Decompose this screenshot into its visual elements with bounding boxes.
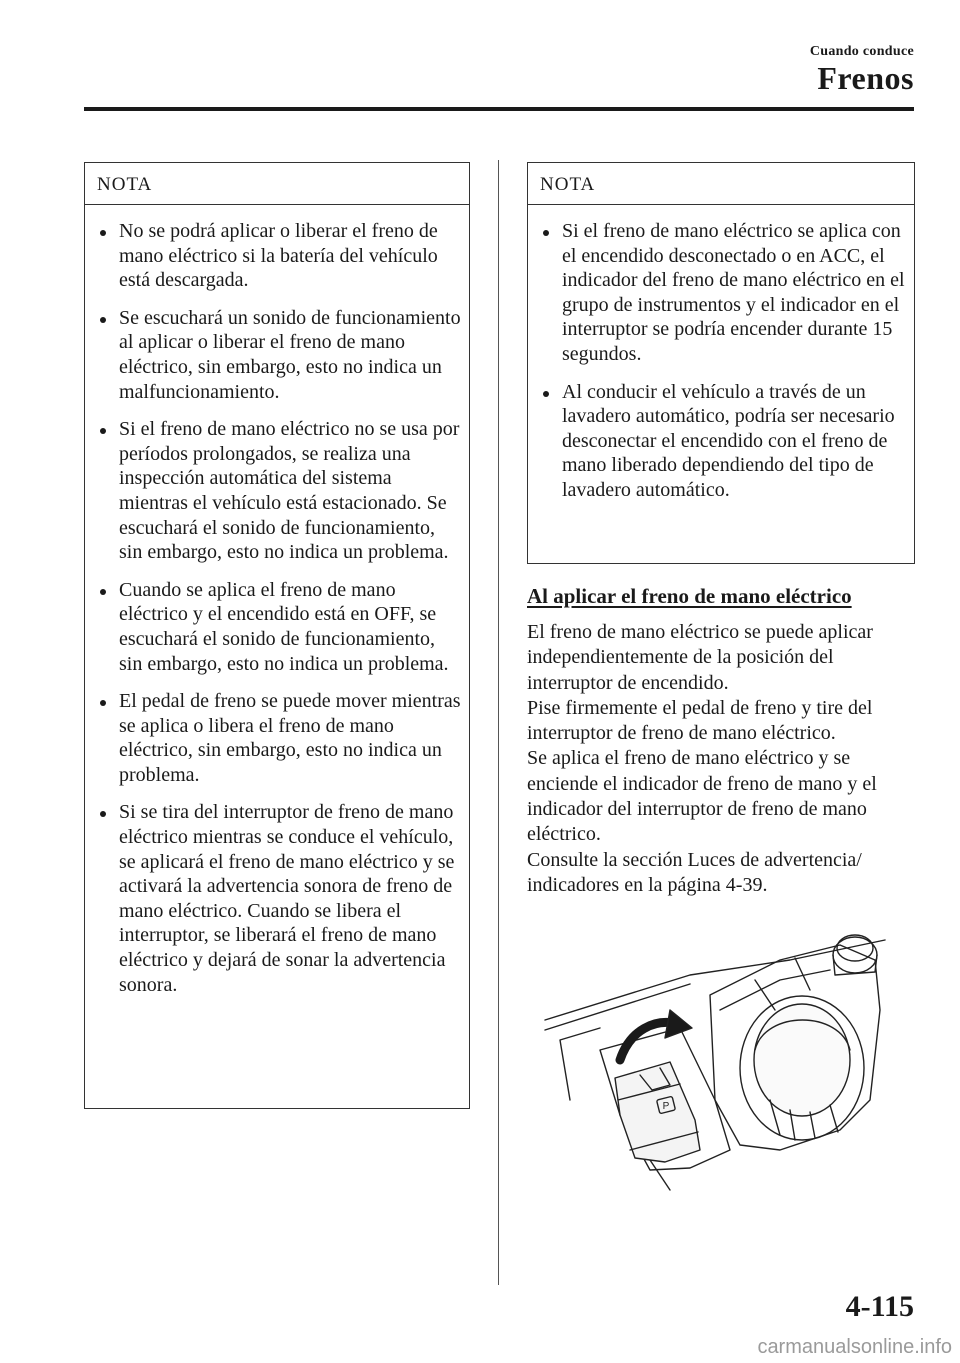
page-number: 4-115 [845,1290,914,1323]
body-paragraph: El freno de mano eléctrico se puede aplicar independientemente de la posición del interruptor de encendido. [527,621,873,694]
column-divider [498,160,499,1285]
bullet-icon [100,700,106,706]
note-item [85,306,461,404]
p-symbol: P [662,1101,670,1112]
note-item-text: El pedal de freno se puede mover mientras se aplica o libera el freno de mano eléctrico, sin embargo, esto no indica un problema. [119,690,461,786]
note-item [85,689,461,787]
note-box-right [527,162,915,564]
note-item-text: Se escuchará un sonido de funcionamiento al aplicar o liberar el freno de mano eléctrico, sin embargo, esto no indica un malfuncionamiento. [119,306,461,403]
header-rule [84,107,914,111]
section-label: Cuando conduce [809,44,914,59]
bullet-icon [100,317,106,323]
body-text [527,620,922,898]
bullet-icon [100,589,106,595]
note-item [85,417,461,565]
body-paragraph: Pise firmemente el pedal de freno y tire del interruptor de freno de mano eléctrico. [527,696,873,745]
note-item-text: Cuando se aplica el freno de mano eléctrico y el encendido está en OFF, se escuchará el sonido de funcionamiento, sin embargo, esto no indica un problema. [119,578,449,675]
bullet-icon [100,428,106,434]
parking-brake-illustration [540,900,890,1200]
note-item-text: Si se tira del interruptor de freno de mano eléctrico mientras se conduce el vehículo, se aplicará el freno de mano eléctrico y se activará la advertencia sonora de freno de mano eléctrico. Cuando se libera el interruptor, se liberará el freno de mano eléctrico y dejará de sonar la advertencia sonora. [119,801,455,996]
body-paragraph: Se aplica el freno de mano eléctrico y se enciende el indicador de freno de mano y el indicador del interruptor de freno de mano eléctrico. [527,747,877,846]
note-heading: NOTA [528,163,914,205]
note-item [528,380,906,503]
body-paragraph: Consulte la sección Luces de advertencia/ indicadores en la página 4-39. [527,848,862,896]
note-item [85,219,461,293]
note-item [528,219,906,367]
section-subheading: Al aplicar el freno de mano eléctrico [527,584,852,608]
note-list [85,205,469,997]
note-item-text: Si el freno de mano eléctrico no se usa por períodos prolongados, se realiza una inspección automática del sistema mientras el vehículo está estacionado. Se escuchará el sonido de funcionamiento, sin embargo, esto no indica un problema. [119,418,460,564]
note-item-text: Al conducir el vehículo a través de un lavadero automático, podría ser necesario desconectar el encendido con el freno de mano liberado dependiendo del tipo de lavadero automático. [562,380,895,501]
note-item-text: Si el freno de mano eléctrico se aplica con el encendido desconectado o en ACC, el indicador del freno de mano eléctrico en el grupo de instrumentos y el indicador en el interruptor se podría encender durante 15 segundos. [562,220,905,365]
note-heading: NOTA [85,163,469,205]
note-item-text: No se podrá aplicar o liberar el freno de mano eléctrico si la batería del vehículo está descargada. [119,220,438,292]
watermark: carmanualsonline.info [757,1336,952,1358]
bullet-icon [543,230,549,236]
note-box-left [84,162,470,1109]
bullet-icon [543,391,549,397]
bullet-icon [100,811,106,817]
bullet-icon [100,230,106,236]
note-item [85,578,461,676]
note-list [528,205,914,503]
note-item [85,800,461,997]
page-title: Frenos [817,60,914,96]
